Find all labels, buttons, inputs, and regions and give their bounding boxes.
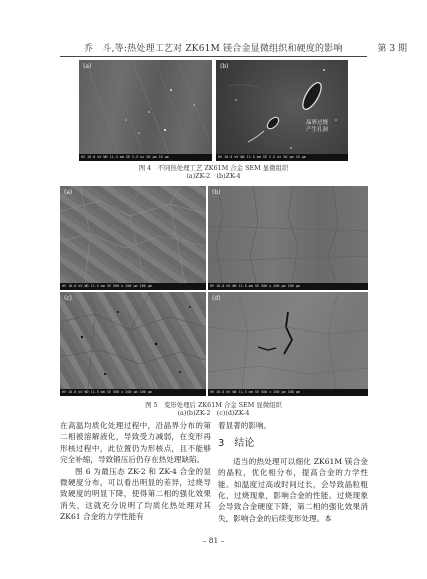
section-title-conclusion: 3 结论 <box>218 438 255 450</box>
figure4-panel-a-micrograph <box>79 60 212 161</box>
figure5-panel-a <box>60 186 206 290</box>
figure5-caption-title: 图 5 变形处理后 ZK61M 合金 SEM 显微组织 <box>145 401 282 409</box>
figure5-caption-sub: (a)(b)ZK-2 (c)(d)ZK-4 <box>177 409 250 417</box>
figure5-panel-b-scale-bar: HV 10.0 kV WD 11.5 mm SE 500 x 200 μm 100 μm <box>208 283 368 290</box>
figure5-caption <box>60 401 367 417</box>
figure5-panel-b-micrograph <box>208 186 368 290</box>
figure4-panel-a-scale-bar: HV 10.0 kV WD 11.5 mm SE 2.5 kx 50 μm 10 μm <box>79 154 212 161</box>
figure5-panel-c-label: (c) <box>64 295 72 302</box>
running-header <box>84 41 407 55</box>
right-paragraph-1: 适当的热处理可以细化 ZK61M 镁合金的晶粒，优化相分布，提高合金的力学性能。如温度过高或时间过长，会导致晶粒粗化、过烧现象，影响合金的性能。过烧现象会导致合金硬度下降，第二相的强化效果消失，影响合金的后续变形处理。本 <box>218 456 368 523</box>
left-paragraph-2: 图 6 为最压态 ZK-2 和 ZK-4 合金的显微硬度分布，可以看出明显的差异，过烧导致硬度的明显下降，使得第二相的强化效果消失，这就充分说明了均质化热处理对其 ZK61 合金的力学性能有 <box>60 466 211 522</box>
figure5-panel-d-label: (d) <box>212 295 221 302</box>
figure4-panel-a-label: (a) <box>83 63 92 70</box>
figure5-panel-b <box>208 186 368 290</box>
figure4-caption <box>60 164 367 180</box>
figure5-panel-b-label: (b) <box>212 189 221 196</box>
figure5-panel-c-scale-bar: HV 10.0 kV WD 11.5 mm SE 500 x 200 μm 100 μm <box>60 389 206 396</box>
figure4-caption-title: 图 4 不同热处理工艺 ZK61M 合金 SEM 显微组织 <box>138 164 289 172</box>
annotation-line2: 产生孔洞 <box>306 127 329 133</box>
left-paragraph-1: 在高温均质化处理过程中，沿晶界分布的第二相被溶解液化，导致受力减弱，在变形再形核过程中，此位置仍为形核点，且不能够完全补缩，导致锻压后仍存在热处理缺陷。 <box>60 421 211 465</box>
figure5-panel-a-micrograph <box>60 186 206 290</box>
right-column <box>218 420 368 524</box>
figure5-panel-a-label: (a) <box>64 189 73 196</box>
figure5-panel-d-micrograph <box>208 292 368 396</box>
figure4-panel-b-label: (b) <box>220 63 229 70</box>
page-number: – 81 – <box>202 536 225 545</box>
left-column <box>60 420 211 523</box>
figure5-panel-c-micrograph <box>60 292 206 396</box>
figure5-panel-c <box>60 292 206 396</box>
figure4-panel-b-scale-bar: HV 10.0 kV WD 11.5 mm SE 2.5 kx 50 μm 10 μm <box>216 154 348 161</box>
running-title: 乔 斗,等:热处理工艺对 ZK61M 镁合金显微组织和硬度的影响 <box>84 44 343 54</box>
figure4-panel-b <box>216 60 348 161</box>
figure5-panel-d <box>208 292 368 396</box>
figure4-annotation <box>306 120 328 134</box>
right-continuation: 着显著的影响。 <box>218 421 272 430</box>
annotation-line1: 晶界过烧 <box>306 120 329 126</box>
figure4-caption-sub: (a)ZK-2 (b)ZK-4 <box>186 172 241 180</box>
figure4-panel-b-micrograph <box>216 60 348 161</box>
issue-number: 第 3 期 <box>377 44 407 54</box>
figure5-panel-a-scale-bar: HV 10.0 kV WD 11.5 mm SE 500 x 200 μm 100 μm <box>60 283 206 290</box>
header-rule <box>60 56 367 57</box>
figure5-panel-d-scale-bar: HV 10.0 kV WD 11.5 mm SE 500 x 200 μm 100 μm <box>208 389 368 396</box>
figure4-panel-a <box>79 60 212 161</box>
